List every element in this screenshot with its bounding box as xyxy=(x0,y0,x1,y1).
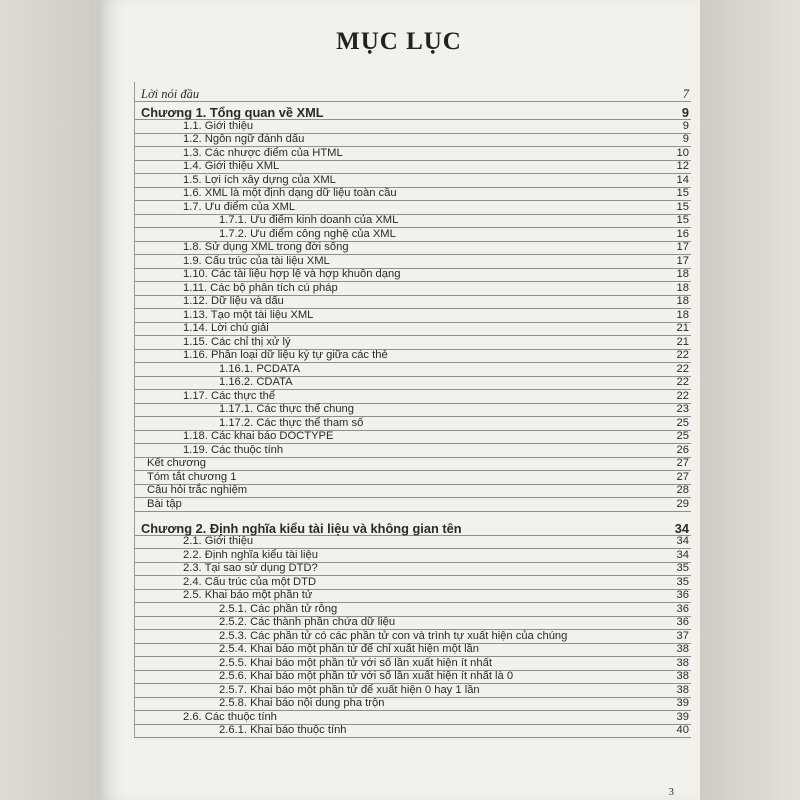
toc-entry-text: 1.14. Lời chú giải xyxy=(183,322,269,334)
toc-page-number: 18 xyxy=(676,295,689,307)
toc-row xyxy=(135,228,691,242)
toc-entry-text: 1.16.2. CDATA xyxy=(219,376,293,388)
toc-row xyxy=(135,147,691,161)
right-background xyxy=(700,0,800,800)
toc-row xyxy=(135,215,691,229)
toc-row xyxy=(135,671,691,685)
toc-page-number: 16 xyxy=(676,227,689,240)
toc-row xyxy=(135,644,691,658)
toc-entry-text: 1.18. Các khai báo DOCTYPE xyxy=(183,430,334,442)
toc-entry-text: 1.6. XML là một định dạng dữ liệu toàn cầu xyxy=(183,187,397,199)
toc-entry-text: 2.4. Cấu trúc của một DTD xyxy=(183,575,317,588)
toc-entry-text: 1.16. Phân loại dữ liệu ký tự giữa các thẻ xyxy=(183,349,388,361)
toc-row xyxy=(135,404,691,418)
toc-row xyxy=(135,563,691,577)
toc-entry-text: 1.4. Giới thiệu XML xyxy=(183,160,280,172)
toc-row xyxy=(135,590,691,604)
toc-row xyxy=(135,242,691,256)
toc-entry-text: 2.6.1. Khai báo thuộc tính xyxy=(219,724,347,736)
toc-page-number: 15 xyxy=(676,200,689,213)
toc-page-number: 29 xyxy=(676,497,689,510)
toc-page-number: 12 xyxy=(676,160,689,172)
toc-row xyxy=(135,174,691,188)
toc-page-number: 21 xyxy=(676,335,689,348)
toc-row xyxy=(135,269,691,283)
toc-entry-text: 2.5.5. Khai báo một phần tử với số lần xuất hiện ít nhất xyxy=(219,656,492,669)
toc-row xyxy=(135,630,691,644)
toc-entry-text: Bài tập xyxy=(147,497,182,510)
toc-page-number: 25 xyxy=(676,416,689,429)
toc-page-number: 36 xyxy=(676,602,689,615)
toc-page-number: 22 xyxy=(676,389,689,402)
toc-page-number: 9 xyxy=(681,105,689,120)
toc-page-number: 18 xyxy=(676,268,689,280)
toc-row xyxy=(135,161,691,175)
toc-entry-text: 1.9. Cấu trúc của tài liệu XML xyxy=(183,254,330,267)
toc-entry-text: 1.16.1. PCDATA xyxy=(219,362,301,375)
toc-page-number: 9 xyxy=(682,119,689,132)
toc-page-number: 38 xyxy=(676,670,689,682)
page-number: 3 xyxy=(668,786,674,798)
toc-page-number: 7 xyxy=(682,87,689,101)
toc-page-number: 27 xyxy=(676,457,689,469)
toc-row xyxy=(135,657,691,671)
toc-row xyxy=(135,498,691,512)
toc-entry-text: 1.8. Sử dụng XML trong đời sống xyxy=(183,241,349,253)
toc-page-number: 40 xyxy=(676,724,689,736)
toc-page-number: 21 xyxy=(676,322,689,334)
toc-row xyxy=(135,296,691,310)
toc-page-number: 15 xyxy=(676,214,689,226)
toc-chapter-row xyxy=(135,518,691,536)
toc-entry-text: 2.5.4. Khai báo một phần tử để chỉ xuất hiện một lần xyxy=(219,643,479,655)
toc-row xyxy=(135,458,691,472)
toc-page-number: 39 xyxy=(676,697,689,709)
toc-page-number: 9 xyxy=(682,133,689,145)
toc-entry-text: 1.13. Tạo một tài liệu XML xyxy=(183,308,314,321)
toc-page-number: 38 xyxy=(676,683,689,696)
book-page xyxy=(98,0,700,800)
toc-row xyxy=(135,323,691,337)
toc-entry-text: 1.17.2. Các thực thể tham số xyxy=(219,416,364,429)
toc-entry-text: 1.2. Ngôn ngữ đánh dấu xyxy=(183,133,305,145)
toc-row xyxy=(135,188,691,202)
toc-row xyxy=(135,698,691,712)
toc-row xyxy=(135,134,691,148)
toc-entry-text: 2.5. Khai báo một phần tử xyxy=(183,589,313,601)
toc-page-number: 22 xyxy=(676,362,689,375)
toc-page-number: 14 xyxy=(676,173,689,186)
toc-page-number: 10 xyxy=(676,146,689,159)
toc-entry-text: 1.15. Các chỉ thị xử lý xyxy=(183,335,291,348)
toc-page-number: 17 xyxy=(676,254,689,267)
toc-page-number: 26 xyxy=(676,443,689,456)
toc-page-number: 34 xyxy=(676,535,689,547)
toc-row xyxy=(135,725,691,739)
toc-entry-text: 2.2. Định nghĩa kiểu tài liệu xyxy=(183,548,318,561)
toc-row xyxy=(135,120,691,134)
toc-entry-text: 2.3. Tại sao sử dụng DTD? xyxy=(183,562,318,574)
toc-page-number: 39 xyxy=(676,710,689,723)
toc-row xyxy=(135,350,691,364)
toc-row xyxy=(135,417,691,431)
toc-entry-text: 2.5.1. Các phần tử rỗng xyxy=(219,602,338,615)
toc-entry-text: 1.19. Các thuộc tính xyxy=(183,443,284,456)
toc-page-number: 15 xyxy=(676,187,689,199)
toc-page-number: 18 xyxy=(676,281,689,294)
toc-row xyxy=(135,309,691,323)
toc-row xyxy=(135,201,691,215)
toc-row xyxy=(135,684,691,698)
toc-page-number: 27 xyxy=(676,470,689,483)
table-of-contents xyxy=(134,82,691,738)
toc-page-number: 38 xyxy=(676,643,689,655)
toc-page-number: 36 xyxy=(676,589,689,601)
toc-row xyxy=(135,444,691,458)
toc-entry-text: 1.7.2. Ưu điểm công nghệ của XML xyxy=(219,227,396,240)
toc-entry-text: Câu hỏi trắc nghiệm xyxy=(147,484,248,496)
toc-entry-text: 2.5.7. Khai báo một phần tử để xuất hiện 0 hay 1 lần xyxy=(219,683,480,696)
toc-page-number: 37 xyxy=(676,629,689,642)
toc-entry-text: Lời nói đầu xyxy=(141,87,200,101)
toc-entry-text: 1.17. Các thực thể xyxy=(183,389,276,402)
toc-page-number: 23 xyxy=(676,403,689,415)
toc-entry-text: 1.12. Dữ liệu và dấu xyxy=(183,295,284,307)
toc-page-number: 34 xyxy=(674,520,689,536)
toc-page-number: 35 xyxy=(676,575,689,588)
toc-page-number: 22 xyxy=(676,376,689,388)
toc-row xyxy=(135,536,691,550)
toc-entry-text: 2.5.8. Khai báo nội dung pha trộn xyxy=(219,697,385,709)
toc-entry-text: 1.7.1. Ưu điểm kinh doanh của XML xyxy=(219,214,399,226)
toc-row xyxy=(135,255,691,269)
toc-row xyxy=(135,617,691,631)
toc-entry-text: Tóm tắt chương 1 xyxy=(147,470,237,483)
toc-row xyxy=(135,282,691,296)
toc-page-number: 28 xyxy=(676,484,689,496)
toc-row xyxy=(135,471,691,485)
toc-page-number: 17 xyxy=(676,241,689,253)
toc-page-number: 38 xyxy=(676,656,689,669)
toc-page-number: 35 xyxy=(676,562,689,574)
toc-entry-text: 2.5.3. Các phần tử có các phần tử con và trình tự xuất hiện của chúng xyxy=(219,629,568,642)
toc-row xyxy=(135,377,691,391)
toc-entry-text: 2.1. Giới thiệu xyxy=(183,535,254,547)
toc-page-number: 18 xyxy=(676,308,689,321)
toc-row xyxy=(135,485,691,499)
page-title: MỤC LỤC xyxy=(336,28,462,55)
toc-entry-text: Chương 1. Tổng quan về XML xyxy=(141,105,324,120)
toc-entry-text: 1.17.1. Các thực thể chung xyxy=(219,403,354,415)
toc-chapter-row xyxy=(135,102,691,120)
toc-row xyxy=(135,363,691,377)
toc-row xyxy=(135,390,691,404)
left-background xyxy=(0,0,98,800)
toc-entry-text: 1.10. Các tài liệu hợp lệ và hợp khuôn dạng xyxy=(183,268,401,280)
toc-page-number: 25 xyxy=(676,430,689,442)
toc-entry-text: 1.3. Các nhược điểm của HTML xyxy=(183,146,343,159)
toc-row xyxy=(135,431,691,445)
toc-entry-text: 1.7. Ưu điểm của XML xyxy=(183,200,296,213)
toc-row xyxy=(135,549,691,563)
toc-page-number: 34 xyxy=(676,548,689,561)
toc-row xyxy=(135,336,691,350)
toc-row xyxy=(135,711,691,725)
toc-entry-text: 2.6. Các thuộc tính xyxy=(183,710,277,723)
toc-entry-text: 2.5.6. Khai báo một phần tử với số lần xuất hiện ít nhất là 0 xyxy=(219,670,514,682)
toc-page-number: 22 xyxy=(676,349,689,361)
toc-entry-text: Kết chương xyxy=(147,457,206,469)
toc-row xyxy=(135,603,691,617)
toc-entry-text: 1.11. Các bộ phân tích cú pháp xyxy=(183,281,338,294)
toc-entry-text: 2.5.2. Các thành phần chứa dữ liệu xyxy=(219,616,396,628)
toc-entry-text: 1.1. Giới thiệu xyxy=(183,119,254,132)
toc-row xyxy=(135,82,691,102)
toc-entry-text: Chương 2. Định nghĩa kiểu tài liệu và không gian tên xyxy=(141,520,462,536)
toc-entry-text: 1.5. Lợi ích xây dựng của XML xyxy=(183,173,336,186)
toc-row xyxy=(135,576,691,590)
toc-page-number: 36 xyxy=(676,616,689,628)
